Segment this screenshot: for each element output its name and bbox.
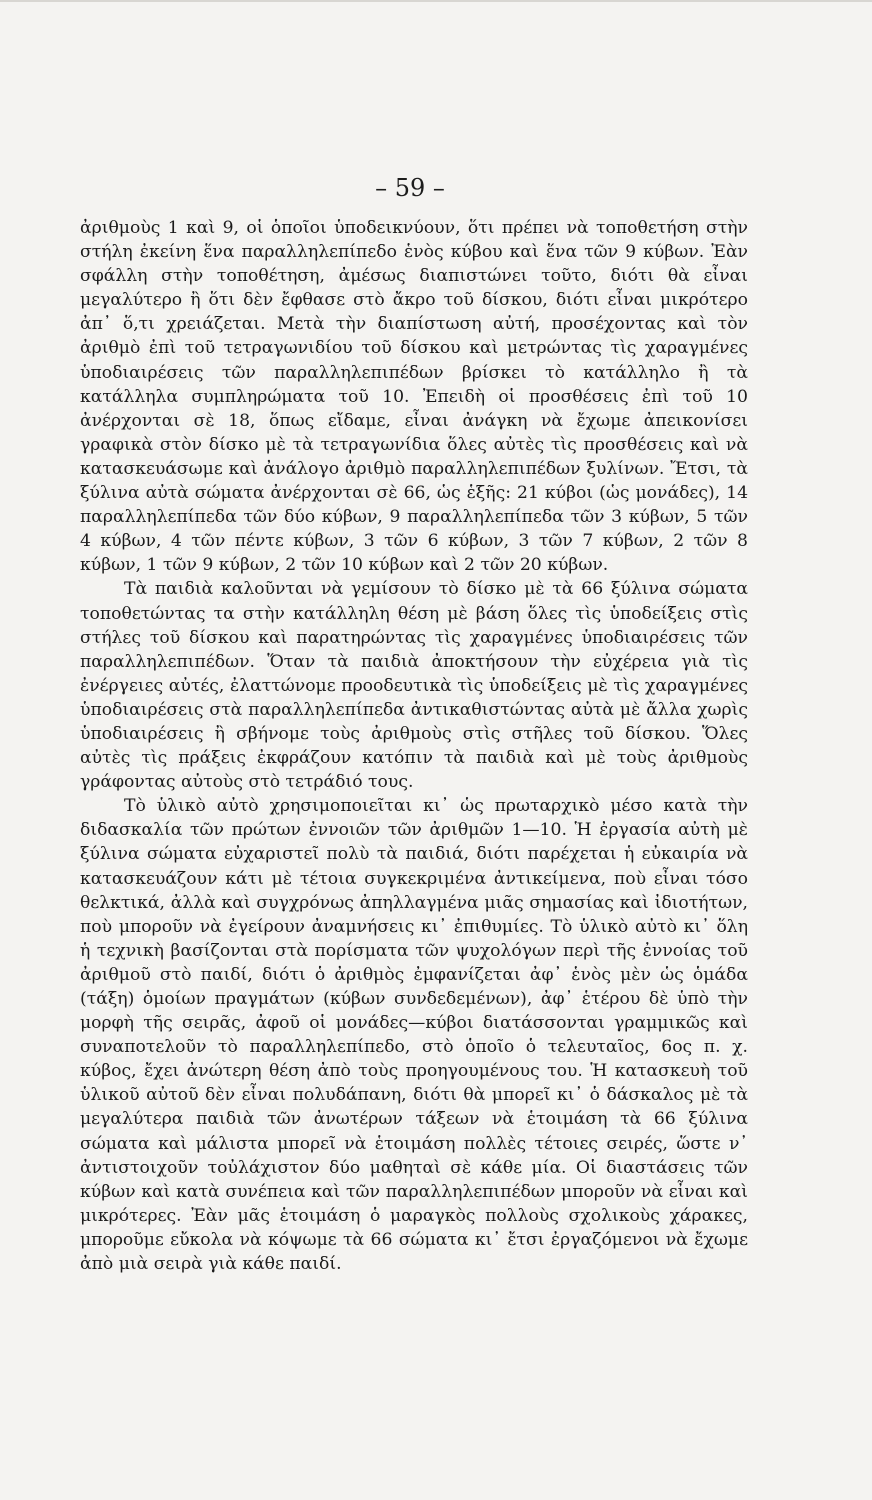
page-number: – 59 – [375,174,445,202]
paragraph-2: Τὰ παιδιὰ καλοῦνται νὰ γεμίσουν τὸ δίσκο μὲ τὰ 66 ξύλινα σώματα τοποθετώντας τα στὴν κατάλληλη θέση μὲ βάση ὅλες τὶς ὑποδείξεις στὶς στήλες τοῦ δίσκου καὶ παρατηρώντας τὶς χαραγμένες ὑποδιαιρέσεις τῶν παραλληλεπιπέδων. Ὅταν τὰ παιδιὰ ἀποκτήσουν τὴν εὐχέρεια γιὰ τὶς ἐνέργειες αὐτές, ἐλαττώνομε προοδευτικὰ τὶς ὑποδείξεις μὲ τὶς χαραγμένες ὑποδιαιρέσεις στὰ παραλληλεπίπεδα ἀντικαθιστώντας αὐτὰ μὲ ἄλλα χωρὶς ὑποδιαιρέσεις ἢ σβήνομε τοὺς ἀριθμοὺς στὶς στῆλες τοῦ δίσκου. Ὅλες αὐτὲς τὶς πράξεις ἐκφράζουν κατόπιν τὰ παιδιὰ καὶ μὲ τοὺς ἀριθμοὺς γράφοντας αὐτοὺς στὸ τετράδιό τους. [80,579,748,793]
paragraph-3: Τὸ ὑλικὸ αὐτὸ χρησιμοποιεῖται κι᾽ ὡς πρωταρχικὸ μέσο κατὰ τὴν διδασκαλία τῶν πρώτων ἐννοιῶν τῶν ἀριθμῶν 1—10. Ἡ ἐργασία αὐτὴ μὲ ξύλινα σώματα εὐχαριστεῖ πολὺ τὰ παιδιά, διότι παρέχεται ἡ εὐκαιρία νὰ κατασκευάζουν κάτι μὲ τέτοια συγκεκριμένα ἀντικείμενα, ποὺ εἶναι τόσο θελκτικά, ἀλλὰ καὶ συγχρόνως ἀπηλλαγμένα μιᾶς σημασίας καὶ ἰδιοτήτων, ποὺ μποροῦν νὰ ἐγείρουν ἀναμνήσεις κι᾽ ἐπιθυμίες. Τὸ ὑλικὸ αὐτὸ κι᾽ ὅλη ἡ τεχνικὴ βασίζονται στὰ πορίσματα τῶν ψυχολόγων περὶ τῆς ἐννοίας τοῦ ἀριθμοῦ στὸ παιδί, διότι ὁ ἀριθμὸς ἐμφανίζεται ἀφ᾽ ἑνὸς μὲν ὡς ὁμάδα (τάξη) ὁμοίων πραγμάτων (κύβων συνδεδεμένων), ἀφ᾽ ἑτέρου δὲ ὑπὸ τὴν μορφὴ τῆς σειρᾶς, ἀφοῦ οἱ μονάδες—κύβοι διατάσσονται γραμμικῶς καὶ συναποτελοῦν τὸ παραλληλεπίπεδο, στὸ ὁποῖο ὁ τελευταῖος, 6ος π. χ. κύβος, ἔχει ἀνώτερη θέση ἀπὸ τοὺς προηγουμένους του. Ἡ κατασκευὴ τοῦ ὑλικοῦ αὐτοῦ δὲν εἶναι πολυδάπανη, διότι θὰ μπορεῖ κι᾽ ὁ δάσκαλος μὲ τὰ μεγαλύτερα παιδιὰ τῶν ἀνωτέρων τάξεων νὰ ἑτοιμάση τὰ 66 ξύλινα σώματα καὶ μάλιστα μπορεῖ νὰ ἑτοιμάση πολλὲς τέτοιες σειρές, ὥστε ν᾽ ἀντιστοιχοῦν τοὐλάχιστον δύο μαθηταὶ σὲ κάθε μία. Οἱ διαστάσεις τῶν κύβων καὶ κατὰ συνέπεια καὶ τῶν παραλληλεπιπέδων μποροῦν νὰ εἶναι καὶ μικρότερες. Ἐὰν μᾶς ἑτοιμάση ὁ μαραγκὸς πολλοὺς σχολικοὺς χάρακες, μποροῦμε εὔκολα νὰ κόψωμε τὰ 66 σώματα κι᾽ ἔτσι ἐργαζόμενοι νὰ ἔχωμε ἀπὸ μιὰ σειρὰ γιὰ κάθε παιδί. [80,796,748,1275]
body-text [80,216,748,1276]
paragraph-1: ἀριθμοὺς 1 καὶ 9, οἱ ὁποῖοι ὑποδεικνύουν, ὅτι πρέπει νὰ τοποθετήση στὴν στήλη ἐκείνη ἕνα παραλληλεπίπεδο ἑνὸς κύβου καὶ ἕνα τῶν 9 κύβων. Ἐὰν σφάλλη στὴν τοποθέτηση, ἀμέσως διαπιστώνει τοῦτο, διότι θὰ εἶναι μεγαλύτερο ἢ ὅτι δὲν ἔφθασε στὸ ἄκρο τοῦ δίσκου, διότι εἶναι μικρότερο ἀπ᾽ ὅ,τι χρειάζεται. Μετὰ τὴν διαπίστωση αὐτή, προσέχοντας καὶ τὸν ἀριθμὸ ἐπὶ τοῦ τετραγωνιδίου τοῦ δίσκου καὶ μετρώντας τὶς χαραγμένες ὑποδιαιρέσεις τῶν παραλληλεπιπέδων βρίσκει τὸ κατάλληλο ἢ τὰ κατάλληλα συμπληρώματα τοῦ 10. Ἐπειδὴ οἱ προσθέσεις ἐπὶ τοῦ 10 ἀνέρχονται σὲ 18, ὅπως εἴδαμε, εἶναι ἀνάγκη νὰ ἔχωμε ἀπεικονίσει γραφικὰ στὸν δίσκο μὲ τὰ τετραγωνίδια ὅλες αὐτὲς τὶς προσθέσεις καὶ νὰ κατασκευάσωμε καὶ ἀνάλογο ἀριθμὸ παραλληλεπιπέδων ξυλίνων. Ἔτσι, τὰ ξύλινα αὐτὰ σώματα ἀνέρχονται σὲ 66, ὡς ἑξῆς: 21 κύβοι (ὡς μονάδες), 14 παραλληλεπίπεδα τῶν δύο κύβων, 9 παραλληλεπίπεδα τῶν 3 κύβων, 5 τῶν 4 κύβων, 4 τῶν πέντε κύβων, 3 τῶν 6 κύβων, 3 τῶν 7 κύβων, 2 τῶν 8 κύβων, 1 τῶν 9 κύβων, 2 τῶν 10 κύβων καὶ 2 τῶν 20 κύβων. [80,218,748,576]
